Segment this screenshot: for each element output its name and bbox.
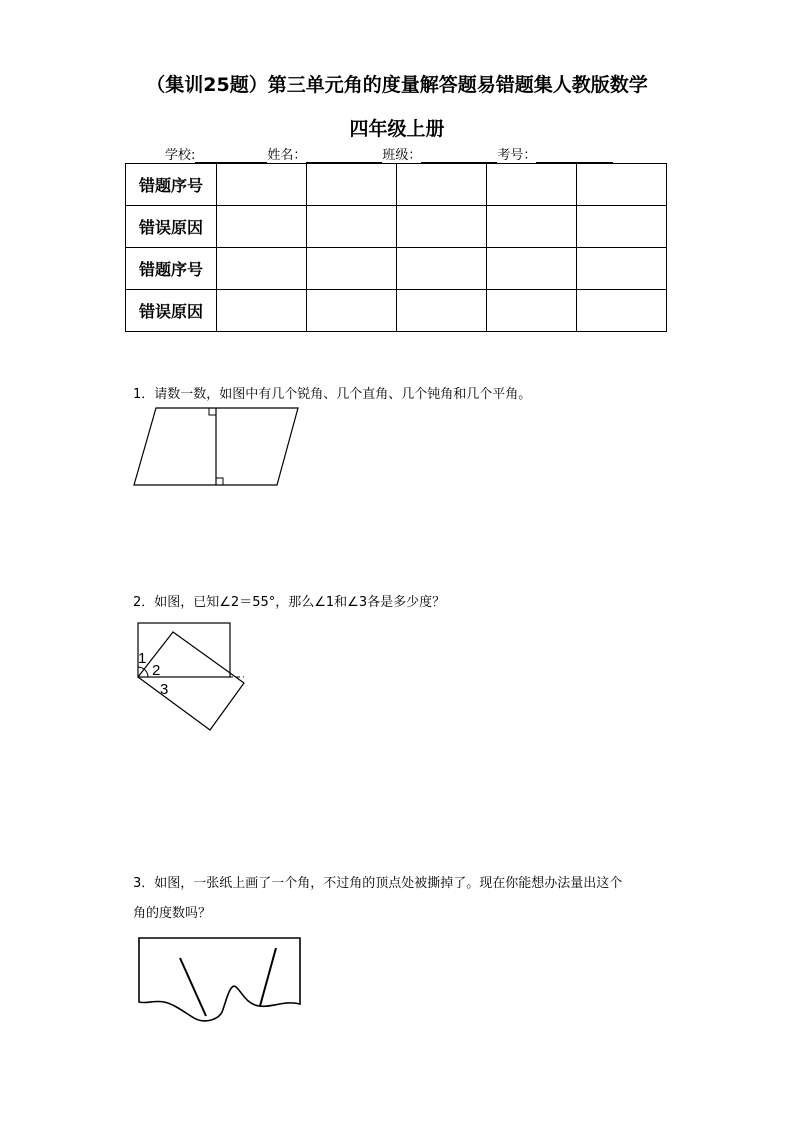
table-cell[interactable] [307, 290, 397, 332]
table-cell[interactable] [217, 164, 307, 206]
school-field[interactable] [195, 148, 267, 163]
table-cell[interactable] [307, 248, 397, 290]
question-2-text: 2．如图，已知∠2＝55°，那么∠1和∠3各是多少度？ [133, 595, 446, 610]
right-angle-mark-top [209, 408, 216, 415]
angle-2-label: 2 [152, 662, 161, 679]
row-header: 错题序号 [126, 248, 217, 290]
table-row [126, 248, 667, 290]
table-cell[interactable] [217, 248, 307, 290]
table-cell[interactable] [577, 290, 667, 332]
name-field[interactable] [306, 148, 382, 163]
table-cell[interactable] [217, 290, 307, 332]
table-cell[interactable] [487, 290, 577, 332]
class-field[interactable] [421, 148, 497, 163]
question-3-text-line2: 角的度数吗？ [133, 906, 212, 921]
folded-rectangle [138, 632, 244, 730]
table-row [126, 164, 667, 206]
table-cell[interactable] [217, 206, 307, 248]
name-label: 姓名： [267, 148, 307, 163]
school-label: 学校: [165, 148, 196, 163]
student-info-line [165, 144, 613, 163]
right-angle-mark-bottom [216, 478, 223, 485]
table-cell[interactable] [307, 164, 397, 206]
error-record-table [125, 163, 667, 332]
question-1-text: 1．请数一数，如图中有几个锐角、几个直角、几个钝角和几个平角。 [133, 387, 532, 402]
table-cell[interactable] [577, 206, 667, 248]
figure-folded-paper [130, 615, 260, 737]
table-cell[interactable] [397, 248, 487, 290]
table-cell[interactable] [397, 164, 487, 206]
document-subtitle: 四年级上册 [349, 118, 445, 140]
table-cell[interactable] [487, 206, 577, 248]
table-cell[interactable] [577, 164, 667, 206]
angle-ray-right [260, 948, 276, 1006]
figure-torn-paper [134, 932, 306, 1024]
row-header: 错误原因 [126, 290, 217, 332]
class-label: 班级： [382, 148, 422, 163]
table-cell[interactable] [397, 206, 487, 248]
table-row [126, 290, 667, 332]
row-header: 错误原因 [126, 206, 217, 248]
question-3-text-line1: 3．如图，一张纸上画了一个角，不过角的顶点处被撕掉了。现在你能想办法量出这个 [133, 876, 623, 891]
document-title: （集训25题）第三单元角的度量解答题易错题集人教版数学 [146, 74, 648, 96]
table-cell[interactable] [397, 290, 487, 332]
angle-3-label: 3 [160, 681, 169, 698]
exam-no-field[interactable] [536, 148, 613, 163]
table-cell[interactable] [487, 164, 577, 206]
table-cell[interactable] [577, 248, 667, 290]
table-cell[interactable] [307, 206, 397, 248]
exam-no-label: 考号： [497, 148, 537, 163]
row-header: 错题序号 [126, 164, 217, 206]
figure-parallelogram [128, 403, 304, 491]
table-cell[interactable] [487, 248, 577, 290]
angle-1-label: 1 [138, 650, 147, 667]
table-row [126, 206, 667, 248]
angle-ray-left [180, 958, 206, 1016]
